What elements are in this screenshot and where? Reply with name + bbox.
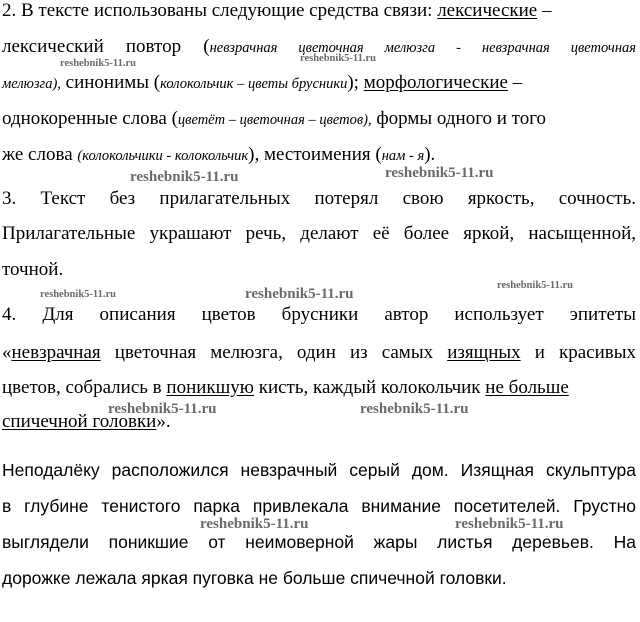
sentence-line-1: Неподалёку расположился невзрачный серый дом. Изящная скульптура — [2, 460, 636, 480]
watermark: reshebnik5-11.ru — [130, 169, 239, 185]
underlined-term: лексические — [437, 0, 538, 21]
underlined-epithet: изящных — [447, 342, 521, 363]
watermark: reshebnik5-11.ru — [108, 401, 217, 417]
text-line-9: 4. Для описания цветов брусники автор использует эпитеты — [2, 304, 636, 325]
italic-example: (колокольчики - колокольчик — [77, 148, 249, 164]
text-line-11: цветов, собрались в поникшую кисть, каждый колокольчик не больше — [2, 377, 569, 398]
sentence-line-4: дорожке лежала яркая пуговка не больше спичечной головки. — [2, 568, 507, 588]
italic-example: невзрачная цветочная мелюзга - невзрачная цветочная — [209, 40, 637, 56]
underlined-epithet: поникшую — [166, 377, 254, 398]
italic-example: колокольчик – цветы брусники — [160, 76, 348, 92]
underlined-epithet: не больше — [485, 377, 569, 398]
text-line-7: Прилагательные украшают речь, делают её более яркой, насыщенной, — [2, 223, 636, 244]
text-line-3: мелюзга), синонимы (колокольчик – цветы брусники); морфологические – — [2, 72, 523, 93]
text-line-10: «невзрачная цветочная мелюзга, один из самых изящных и красивых — [2, 342, 636, 363]
watermark: reshebnik5-11.ru — [360, 401, 469, 417]
sentence-line-2: в глубине тенистого парка привлекала внимание посетителей. Грустно — [2, 496, 636, 516]
text-line-12: спичечной головки». — [2, 411, 171, 432]
italic-example: цветёт – цветочная – цветов), — [177, 112, 372, 128]
text-line-5: же слова (колокольчики - колокольчик), местоимения (нам - я). — [2, 144, 436, 165]
text-line-6: 3. Текст без прилагательных потерял свою яркость, сочность. — [2, 188, 636, 209]
watermark: reshebnik5-11.ru — [60, 58, 136, 69]
watermark: reshebnik5-11.ru — [455, 516, 564, 532]
watermark: reshebnik5-11.ru — [497, 280, 573, 291]
text-line-1: 2. В тексте использованы следующие средства связи: лексические – — [2, 0, 552, 21]
underlined-epithet: спичечной головки — [2, 411, 157, 432]
watermark: reshebnik5-11.ru — [40, 289, 116, 300]
watermark: reshebnik5-11.ru — [245, 286, 354, 302]
watermark: reshebnik5-11.ru — [385, 165, 494, 181]
sentence-line-3: выглядели поникшие от неимоверной жары листья деревьев. На — [2, 532, 636, 552]
italic-example: нам - я — [381, 148, 425, 164]
italic-example: мелюзга), — [2, 76, 61, 92]
watermark: reshebnik5-11.ru — [300, 53, 376, 64]
underlined-term: морфологические — [363, 72, 508, 93]
underlined-epithet: невзрачная — [11, 342, 101, 363]
watermark: reshebnik5-11.ru — [200, 516, 309, 532]
text-line-8: точной. — [2, 259, 64, 280]
text-line-2: лексический повтор (невзрачная цветочная мелюзга - невзрачная цветочная — [2, 36, 637, 57]
text-line-4: однокоренные слова (цветёт – цветочная – цветов), формы одного и того — [2, 108, 547, 129]
